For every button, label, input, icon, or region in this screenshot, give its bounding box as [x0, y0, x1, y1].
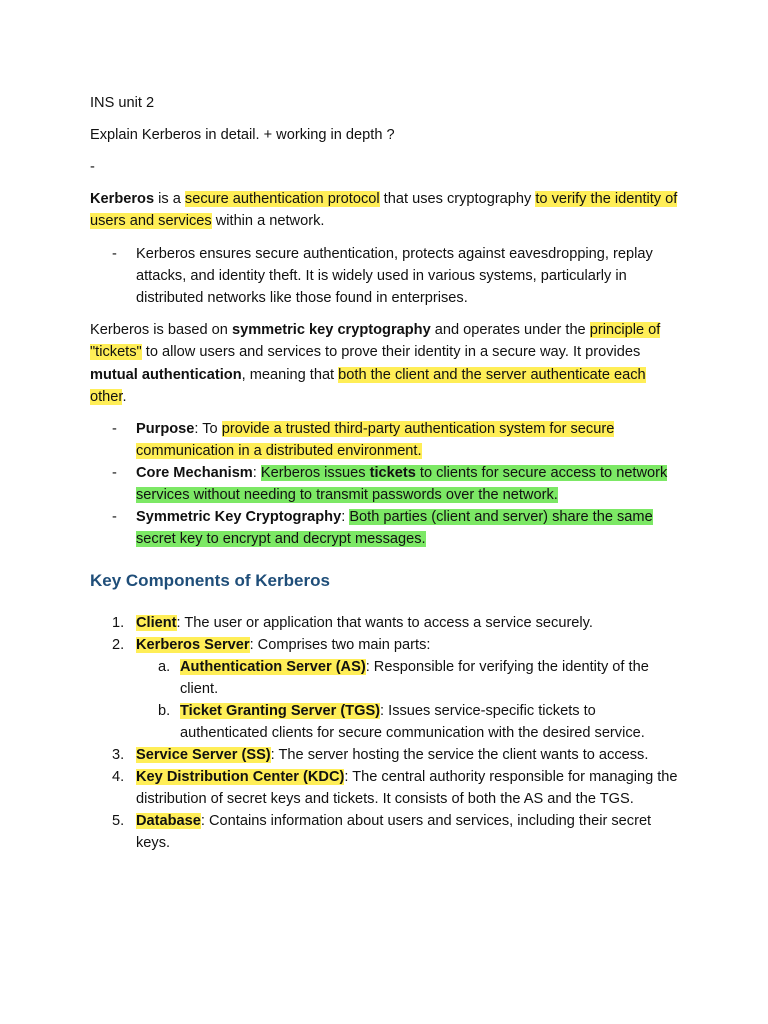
list-text [136, 634, 682, 656]
bullet-label: Core Mechanism [136, 465, 253, 481]
bullet-label: Symmetric Key Cryptography [136, 509, 342, 525]
dash-line: - [90, 159, 95, 175]
list-term: Service Server (SS) [136, 747, 271, 763]
list-desc: : Contains information about users and services, including their secret keys. [136, 813, 652, 851]
question-text: Explain Kerberos in detail. + working in depth ? [90, 127, 395, 143]
bullet-sep: : [252, 465, 261, 481]
list-term: Database [136, 813, 201, 829]
bullet-label: Purpose [136, 421, 195, 437]
list-number: 3. [112, 747, 125, 763]
list-number: 2. [112, 637, 125, 653]
text-run: is a [154, 191, 185, 207]
bullet-dash: - [112, 509, 117, 525]
list-text [136, 744, 682, 766]
list-item [112, 634, 682, 656]
bullet-sep: : [341, 509, 350, 525]
sublist-letter: a. [158, 659, 171, 675]
list-text [136, 612, 682, 634]
bullet-purpose [112, 418, 672, 462]
term-mutual-auth: mutual authentication [90, 366, 242, 383]
term-symmetric-key: symmetric key cryptography [231, 322, 431, 338]
bullet-sep: : To [194, 421, 222, 437]
section-heading: Key Components of Kerberos [90, 571, 330, 590]
list-text [136, 766, 682, 810]
intro-paragraph [90, 188, 680, 233]
text-run: within a network. [211, 213, 325, 230]
text-run: to allow users and services to prove their identity in a secure way. It provides [141, 344, 641, 361]
highlight: Both parties (client and server) share the same secret key to encrypt and decrypt messages. [136, 509, 653, 547]
text-run: and operates under the [430, 322, 590, 338]
bullet-symmetric [112, 506, 672, 550]
sublist-letter: b. [158, 703, 171, 719]
list-term: Key Distribution Center (KDC) [136, 769, 345, 785]
list-desc: : The central authority responsible for managing the distribution of secret keys and tickets. It consists of both the AS and the TGS. [136, 769, 678, 807]
sublist-item [158, 700, 678, 744]
list-item [112, 810, 682, 854]
bullet-dash: - [112, 246, 117, 262]
sublist-text [180, 700, 678, 744]
text-run: Kerberos is based on [90, 322, 232, 338]
sublist-desc: : Issues service-specific tickets to authenticated clients for secure communication with the desired service. [180, 703, 645, 741]
text-run: that uses cryptography [379, 191, 536, 207]
sublist-term: Authentication Server (AS) [180, 659, 366, 675]
list-number: 5. [112, 813, 125, 829]
text-run: . [122, 388, 127, 405]
bullet-text [136, 462, 672, 506]
sublist-item [158, 656, 678, 700]
highlight: Kerberos issues [260, 465, 370, 481]
list-number: 1. [112, 615, 125, 631]
bullet-dash: - [112, 421, 117, 437]
highlight: both the client and the server authenticate each other [90, 366, 646, 405]
list-item [112, 766, 682, 810]
list-term: Client [136, 615, 177, 631]
list-desc: : The server hosting the service the client wants to access. [270, 747, 649, 763]
text-run: , meaning that [241, 366, 339, 383]
highlight-bold: tickets [369, 465, 416, 481]
highlight: principle of "tickets" [90, 322, 661, 361]
highlight: secure authentication protocol [184, 191, 380, 207]
bullet-dash: - [112, 465, 117, 481]
bullet-text [136, 418, 672, 462]
bullet-text [136, 506, 672, 550]
list-number: 4. [112, 769, 125, 785]
list-desc: : Comprises two main parts: [249, 637, 431, 653]
highlight: to clients for secure access to network services without needing to transmit passwords over the network. [136, 465, 668, 503]
sublist-term: Ticket Granting Server (TGS) [180, 703, 381, 719]
highlight: provide a trusted third-party authentication system for secure communication in a distributed environment. [136, 421, 615, 459]
list-term: Kerberos Server [136, 637, 250, 653]
list-desc: : The user or application that wants to access a service securely. [176, 615, 593, 631]
list-text [136, 810, 682, 854]
sublist-desc: : Responsible for verifying the identity of the client. [180, 659, 649, 697]
highlight: to verify the identity of users and services [90, 191, 678, 230]
bullet-core-mechanism [112, 462, 672, 506]
bullet-item [112, 243, 672, 309]
principle-paragraph [90, 319, 680, 408]
bullet-text: Kerberos ensures secure authentication, protects against eavesdropping, replay attacks, and identity theft. It is widely used in various systems, particularly in distributed networks like those found in enterprises. [136, 246, 653, 306]
header-text: INS unit 2 [90, 95, 155, 111]
sublist-text [180, 656, 678, 700]
list-item [112, 612, 682, 634]
term-kerberos: Kerberos [90, 191, 155, 207]
list-item [112, 744, 682, 766]
